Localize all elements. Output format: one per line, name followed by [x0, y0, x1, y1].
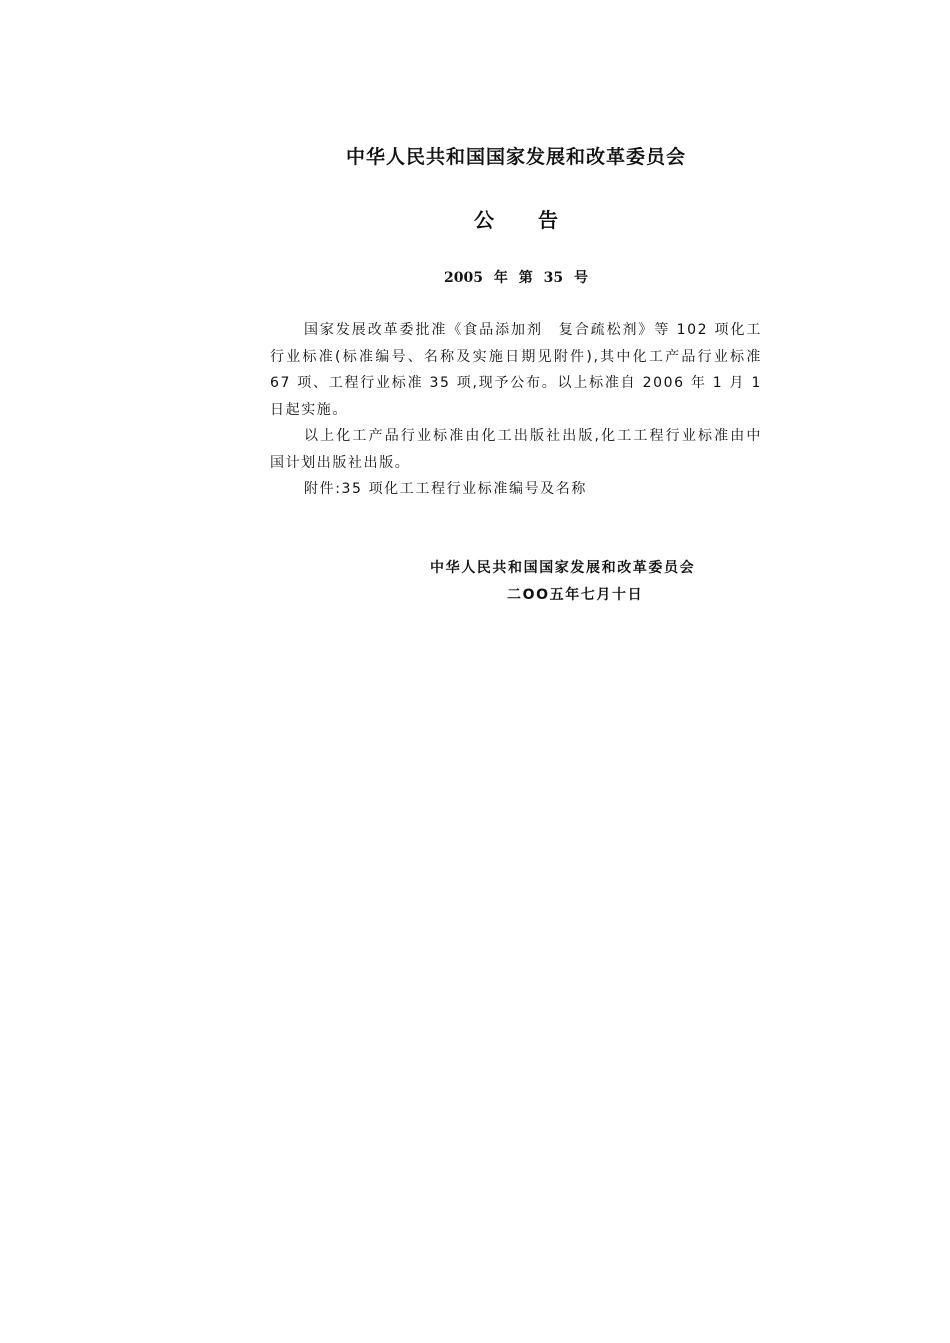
paragraph-publishers: 以上化工产品行业标准由化工出版社出版,化工工程行业标准由中国计划出版社出版。: [270, 428, 762, 471]
paragraph-attachment: 附件:35 项化工工程行业标准编号及名称: [304, 481, 587, 497]
issuer-title: 中华人民共和国国家发展和改革委员会: [345, 146, 686, 168]
signature-block: [430, 555, 730, 608]
announcement-body: [270, 317, 762, 503]
document-type-heading: 公告: [474, 208, 602, 232]
document-number: 2005 年 第 35 号: [444, 270, 588, 286]
signature-organization: 中华人民共和国国家发展和改革委员会: [430, 560, 696, 576]
signature-date: 二OO五年七月十日: [507, 586, 644, 603]
paragraph-approval: 国家发展改革委批准《食品添加剂 复合疏松剂》等 102 项化工行业标准(标准编号、名称及实施日期见附件),其中化工产品行业标准 67 项、工程行业标准 35 项,现予公布。以上标准自 2006 年 1 月 1 日起实施。: [270, 322, 762, 418]
